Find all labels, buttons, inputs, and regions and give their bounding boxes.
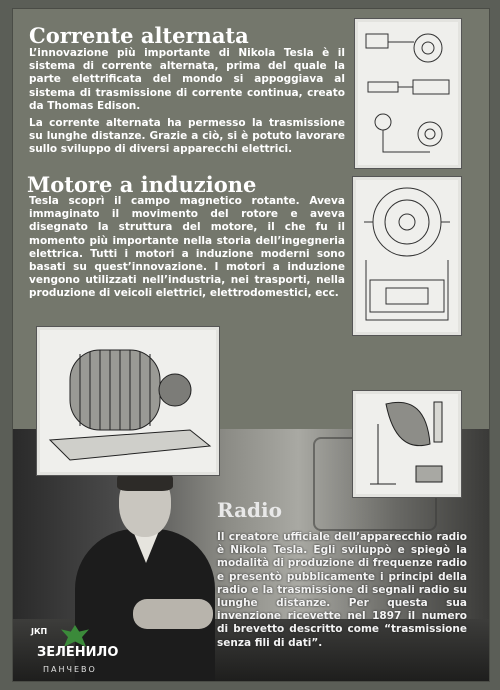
illustration-induction-motor xyxy=(37,327,219,475)
logo-city: ПАНЧЕВО xyxy=(43,665,97,674)
patent-drawing-motor-icon xyxy=(356,180,458,332)
tesla-portrait-hands xyxy=(133,599,213,629)
heading-radio: Radio xyxy=(217,498,282,522)
corrente-paragraph-1: L’innovazione più importante di Nikola Tesla è il sistema di corrente alternata, prima del quale la parte elettrificata del mondo si appoggiava al sistema di trasmissione di corrente continua, creato da Thomas Edison. xyxy=(29,47,345,112)
motore-paragraph: Tesla scoprì il campo magnetico rotante. Aveva immaginato il movimento del rotore e aveva disegnato la struttura del motore, il che fu il momento più importante nella storia dell’ingegneria elettrica. Tutti i motori a induzione moderni sono basati su quest’innovazione. I motori a induzione vengono utilizzati nell’industria, nei trasporti, nella produzione di veicoli elettrici, elettrodomestici, ecc. xyxy=(29,195,345,300)
motor-engraving-icon xyxy=(40,330,216,472)
corrente-paragraph-2: La corrente alternata ha permesso la trasmissione su lunghe distanze. Grazie a ciò, si è potuto lavorare sullo sviluppo di diversi apparecchi elettrici. xyxy=(29,117,345,156)
heading-corrente-alternata: Corrente alternata xyxy=(29,23,249,48)
logo-abbreviation: ЈКП xyxy=(31,627,48,636)
radio-paragraph: Il creatore ufficiale dell’apparecchio radio è Nikola Tesla. Egli sviluppò e spiegò la modalità di produzione di frequenze radio e presentò pubblicamente i principi della radio e la trasmissione di segnali radio su lunghe distanze. Per questa sua invenzione ricevette nel 1897 il numero di brevetto descritto come “trasmissione senza fili di dati”. xyxy=(217,531,467,649)
heading-motore-induzione: Motore a induzione xyxy=(27,172,257,197)
illustration-radio-apparatus xyxy=(353,391,461,497)
logo-name: ЗЕЛЕНИЛО xyxy=(37,645,119,660)
patent-drawing-induction-motor xyxy=(353,177,461,335)
leaf-icon xyxy=(61,625,89,647)
info-panel xyxy=(12,8,490,682)
patent-drawing-ac-icon xyxy=(358,22,458,165)
patent-drawing-ac-system xyxy=(355,19,461,168)
zelenilo-logo xyxy=(31,625,121,681)
radio-engraving-icon xyxy=(356,394,458,494)
